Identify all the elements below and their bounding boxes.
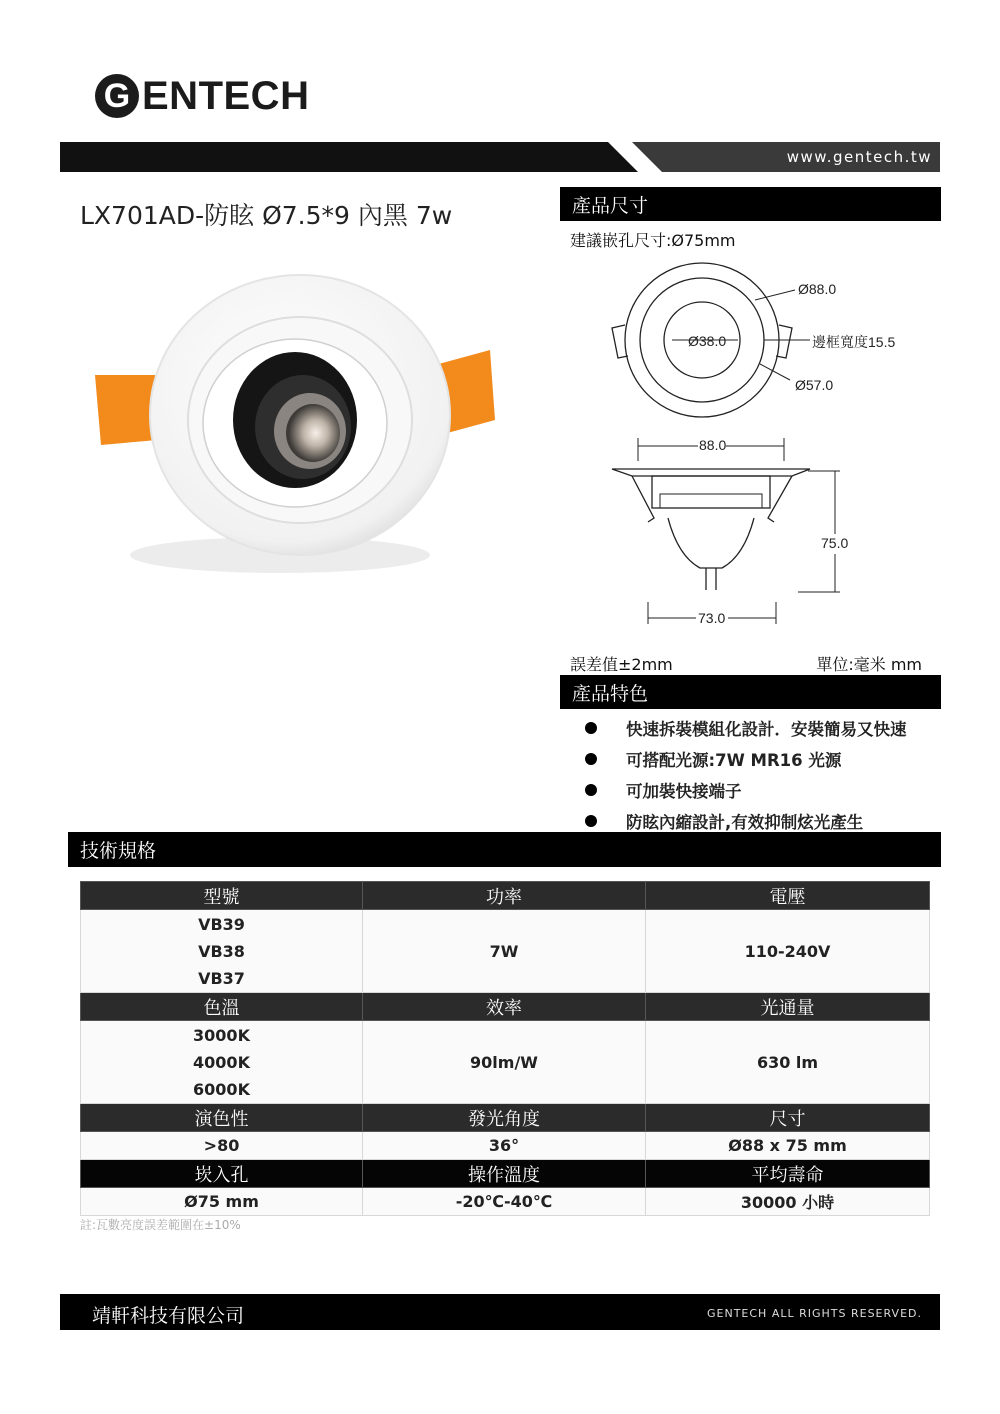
cct-value: 3000K: [193, 1025, 250, 1045]
dim-rim-width: 邊框寬度15.5: [812, 334, 896, 350]
spec-header-cell: 發光角度: [363, 1104, 646, 1132]
spec-header-cell: 演色性: [81, 1104, 363, 1132]
spec-value-row: [81, 1132, 930, 1160]
spec-value-cell: 30000 小時: [646, 1188, 930, 1216]
bullet-icon: [585, 784, 597, 796]
model-value: VB39: [198, 914, 245, 934]
logo-mark: G: [95, 74, 139, 118]
spec-value-cell: 7W: [363, 910, 646, 993]
feature-item: [585, 743, 907, 774]
brand-logo: [95, 72, 309, 120]
spec-value-row: [81, 1021, 930, 1104]
cct-value: 6000K: [193, 1079, 250, 1099]
dim-side-width: 88.0: [699, 437, 727, 453]
spec-header-cell: 操作溫度: [363, 1160, 646, 1188]
dim-side-bottom: 73.0: [698, 610, 726, 626]
spec-value-cell: 36°: [363, 1132, 646, 1160]
spec-value-cell: Ø88 x 75 mm: [646, 1132, 930, 1160]
spec-value-cell: 110-240V: [646, 910, 930, 993]
cct-value: 4000K: [193, 1052, 250, 1072]
product-title: LX701AD-防眩 Ø7.5*9 內黑 7w: [80, 201, 453, 230]
dimensions-header: 產品尺寸: [560, 187, 941, 221]
unit: 單位:毫米 mm: [816, 655, 922, 674]
spec-header-row: [81, 1160, 930, 1188]
spec-value-cell: [81, 1021, 363, 1104]
features-list: [585, 712, 907, 836]
footer-rights: GENTECH ALL RIGHTS RESERVED.: [707, 1307, 922, 1320]
bullet-icon: [585, 815, 597, 827]
features-header: 產品特色: [560, 675, 941, 709]
spec-header-row: [81, 882, 930, 910]
model-value: VB37: [198, 968, 245, 988]
dim-middle-diameter: Ø57.0: [795, 377, 834, 393]
spec-header-cell: 尺寸: [646, 1104, 930, 1132]
spec-header-cell: 電壓: [646, 882, 930, 910]
feature-item: [585, 712, 907, 743]
dim-side-height: 75.0: [821, 535, 849, 551]
specs-header: 技術規格: [68, 832, 941, 867]
bullet-icon: [585, 753, 597, 765]
spec-value-cell: Ø75 mm: [81, 1188, 363, 1216]
dim-outer-diameter: Ø88.0: [798, 281, 837, 297]
spec-header-cell: 效率: [363, 993, 646, 1021]
spec-header-cell: 型號: [81, 882, 363, 910]
spec-header-cell: 功率: [363, 882, 646, 910]
spec-value-row: [81, 910, 930, 993]
dim-inner-diameter: Ø38.0: [688, 333, 727, 349]
spec-header-cell: 平均壽命: [646, 1160, 930, 1188]
spec-note: 註:瓦數亮度誤差範圍在±10%: [80, 1218, 241, 1232]
spec-value-cell: 90lm/W: [363, 1021, 646, 1104]
side-view-diagram: [608, 436, 848, 626]
feature-text: 防眩內縮設計,有效抑制炫光產生: [626, 812, 864, 832]
spec-header-cell: 色溫: [81, 993, 363, 1021]
spec-value-cell: -20℃-40℃: [363, 1188, 646, 1216]
spec-header-row: [81, 1104, 930, 1132]
cutout-size: 建議嵌孔尺寸:Ø75mm: [570, 231, 736, 250]
spec-table: [80, 881, 930, 1216]
product-photo: [85, 255, 505, 585]
tolerance: 誤差值±2mm: [570, 655, 673, 674]
bullet-icon: [585, 722, 597, 734]
logo-wordmark: ENTECH: [142, 73, 310, 118]
feature-text: 可搭配光源:7W MR16 光源: [626, 750, 842, 770]
spec-header-cell: 崁入孔: [81, 1160, 363, 1188]
spec-header-row: [81, 993, 930, 1021]
footer-company: 靖軒科技有限公司: [92, 1305, 245, 1327]
spec-value-cell: [81, 910, 363, 993]
spec-value-cell: 630 lm: [646, 1021, 930, 1104]
spec-value-cell: >80: [81, 1132, 363, 1160]
spec-value-row: [81, 1188, 930, 1216]
website-url[interactable]: www.gentech.tw: [786, 148, 932, 166]
spec-header-cell: 光通量: [646, 993, 930, 1021]
model-value: VB38: [198, 941, 245, 961]
feature-item: [585, 774, 907, 805]
feature-text: 可加裝快接端子: [626, 781, 742, 801]
feature-text: 快速拆裝模組化設計．安裝簡易又快速: [626, 719, 907, 739]
